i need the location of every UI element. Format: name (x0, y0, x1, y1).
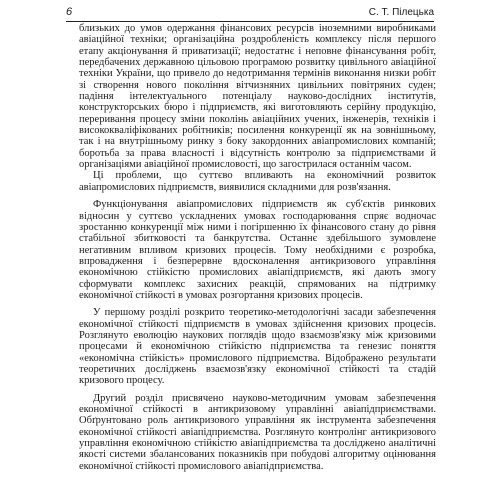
running-header (66, 6, 434, 22)
paragraph-continuation: близьких до умов одержання фінансових ресурсів іноземними виробниками авіаційної техніки; організаційна роздробленість комплексу після першого етапу акціонування й приватизації; недостатнє і неповне фінансування робіт, передбачених державною цільовою програмою розвитку цивільного авіаційної техніки України, що привело до недотримання термінів виконання низки робіт зі створення нового покоління вітчизняних цивільних повітряних суден; падіння інтелектуального потенціалу науково-дослідних інститутів, конструкторських бюро і підприємств, які виготовляють серійну продукцію, переривання процесу зміни поколінь авіаційних учених, інженерів, техніків і висококваліфікованих робітників; посилення конкуренції як на зовнішньому, так і на внутрішньому ринку з боку закордонних авіапромислових компаній; боротьба за права власності і відсутність контролю за підприємствами й організаціями авіаційної промисловості, що загострилася останнім часом. (79, 23, 436, 171)
running-head-author: С. Т. Пілецька (368, 7, 434, 18)
body-text (79, 23, 436, 472)
paragraph-second-chapter: Другий розділ присвячено науково-методичним умовам забезпечення економічної стійкості в антикризовому управлінні авіапідприємствами. Обґрунтовано роль антикризового управління як інструмента забезпечення економічної стійкості авіапідприємства. Розглянуто контролінг антикризового управління економічною стійкістю авіапідприємства та досліджено аналітичні якості системи збалансованих показників при побудові алгоритму оцінювання економічної стійкості промислового авіапідприємства. (79, 392, 436, 472)
paragraph-functioning: Функціонування авіапромислових підприємств як суб'єктів ринкових відносин у суттєво ускладнених умовах господарювання спряє водночас зростанню конкуренції між ними і погіршенню їх фінансового стану до рівня стабільної збитковості та банкрутства. Останнє здебільшого зумовлене негативним впливом кризових процесів. Тому необхідними є розробка, впровадження і безперервне вдосконалення антикризового управління економічною стійкістю промислових авіапідприємств, які дають змогу сформувати комплекс захисних реакцій, спрямованих на підтримку економічної стійкості в умовах розгортання кризових процесів. (79, 199, 436, 301)
paragraph-problems: Ці проблеми, що суттєво впливають на економічний розвиток авіапромислових підприємств, виявилися складними для розв'язання. (79, 170, 436, 193)
paragraph-first-chapter: У першому розділі розкрито теоретико-методологічні засади забезпечення економічної стійкості підприємств в умовах здійснення кризових процесів. Розглянуто еволюцію наукових поглядів щодо взаємозв'язку між кризовими процесами й економічною стійкістю підприємства та генезис поняття «економічна стійкість» промислового підприємства. Відображено результати теоретичних досліджень взаємозв'язку економічної стійкості та стадій кризового процесу. (79, 307, 436, 387)
header-rule (66, 21, 434, 22)
page-number: 6 (66, 6, 73, 18)
